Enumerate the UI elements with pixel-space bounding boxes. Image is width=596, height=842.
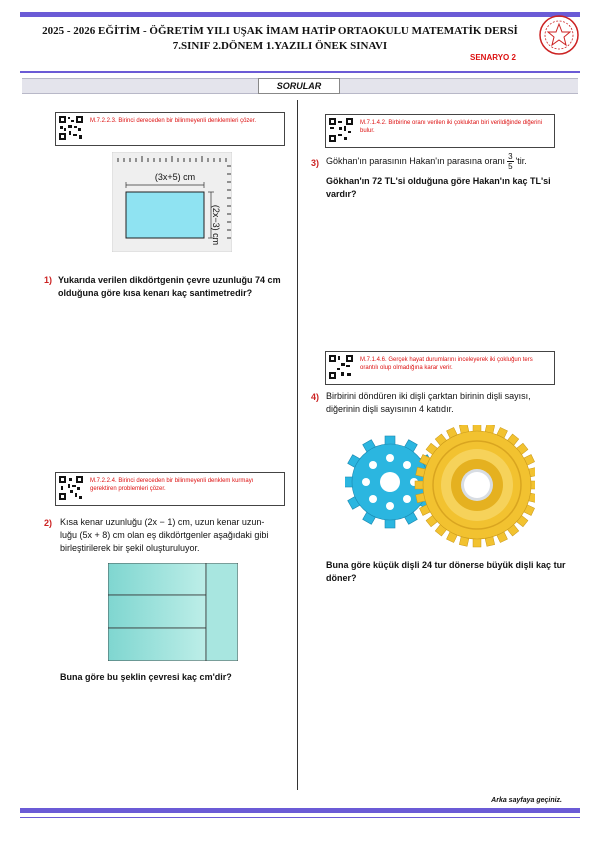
q1-number: 1): [44, 275, 53, 285]
q1-height-label: (2x−3) cm: [211, 204, 221, 246]
q2-outcome-text: M.7.2.2.4. Birinci dereceden bir bilinmeyenli denklem kurmayı gerektiren problemleri çözer.: [90, 478, 254, 492]
q1-outcome-box: [55, 112, 285, 146]
q2-outcome-box: [55, 472, 285, 506]
bottom-thin-line: [20, 817, 580, 818]
q3-text-before: Gökhan'ın parasının Hakan'ın parasına oranı: [326, 155, 506, 166]
q3-fraction-numerator: 3: [508, 152, 513, 161]
q1-text: Yukarıda verilen dikdörtgenin çevre uzunluğu 74 cm olduğuna göre kısa kenarı kaç santimetredir?: [58, 275, 281, 298]
q2-question: Buna göre bu şeklin çevresi kaç cm'dir?: [60, 672, 232, 682]
q3-question: Gökhan'ın 72 TL'si olduğuna göre Hakan'ın kaç TL'si vardır?: [326, 176, 551, 199]
q3-fraction-denominator: 5: [508, 162, 513, 171]
q2-text: [60, 516, 292, 555]
footer-note: Arka sayfaya geçiniz.: [491, 797, 562, 804]
q4-question: Buna göre küçük dişli 24 tur dönerse büyük dişli kaç tur döner?: [326, 560, 566, 583]
header-separator: [20, 71, 580, 73]
q3-fraction: [507, 152, 513, 171]
q2-text-line1: Kısa kenar uzunluğu (2x − 1) cm, uzun kenar uzun-: [60, 517, 265, 527]
q4-text: [326, 390, 576, 416]
section-title: SORULAR: [258, 78, 340, 94]
q4-text-line2: diğerinin dişli sayısının 4 katıdır.: [326, 404, 454, 414]
q2-number: 2): [44, 518, 53, 528]
q3-text-after: 'tir.: [515, 155, 527, 166]
ministry-logo: [538, 14, 580, 56]
top-accent-bar: [20, 12, 580, 17]
q4-text-line1: Birbirini döndüren iki dişli çarktan birinin dişli sayısı,: [326, 391, 531, 401]
qr-code-icon: [59, 476, 83, 500]
header-subtitle: 7.SINIF 2.DÖNEM 1.YAZILI ÖNEK SINAVI: [172, 40, 388, 52]
q2-text-line3: birleştirilerek bir şekil oluşturuluyor.: [60, 543, 200, 553]
q4-gears-figure: [345, 425, 535, 550]
q3-outcome-text: M.7.1.4.2. Birbirine oranı verilen iki çokluktan biri verildiğinde diğerini bulur.: [360, 120, 543, 134]
q4-outcome-box: [325, 351, 555, 385]
q2-composite-rectangles: [108, 563, 238, 661]
header-title: 2025 - 2026 EĞİTİM - ÖĞRETİM YILI UŞAK İMAM HATİP ORTAOKULU MATEMATİK DERSİ: [42, 25, 518, 37]
q3-text: [326, 152, 566, 171]
q1-outcome-text: M.7.2.2.3. Birinci dereceden bir bilinmeyenli denklemleri çözer.: [90, 118, 257, 124]
large-gear: [415, 425, 535, 547]
q3-outcome-box: [325, 114, 555, 148]
q1-width-label: (3x+5) cm: [140, 172, 210, 182]
q3-number: 3): [311, 158, 320, 168]
q2-text-line2: luğu (5x + 8) cm olan eş dikdörtgenler aşağıdaki gibi: [60, 530, 269, 540]
q4-outcome-text: M.7.1.4.6. Gerçek hayat durumlarını inceleyerek iki çokluğun ters orantılı olup olmadığına karar verir.: [360, 357, 533, 371]
qr-code-icon: [329, 355, 353, 379]
qr-code-icon: [59, 116, 83, 140]
qr-code-icon: [329, 118, 353, 142]
column-divider: [297, 100, 298, 790]
scenario-label: SENARYO 2: [470, 53, 516, 62]
q4-number: 4): [311, 392, 320, 402]
bottom-accent-bar: [20, 808, 580, 813]
